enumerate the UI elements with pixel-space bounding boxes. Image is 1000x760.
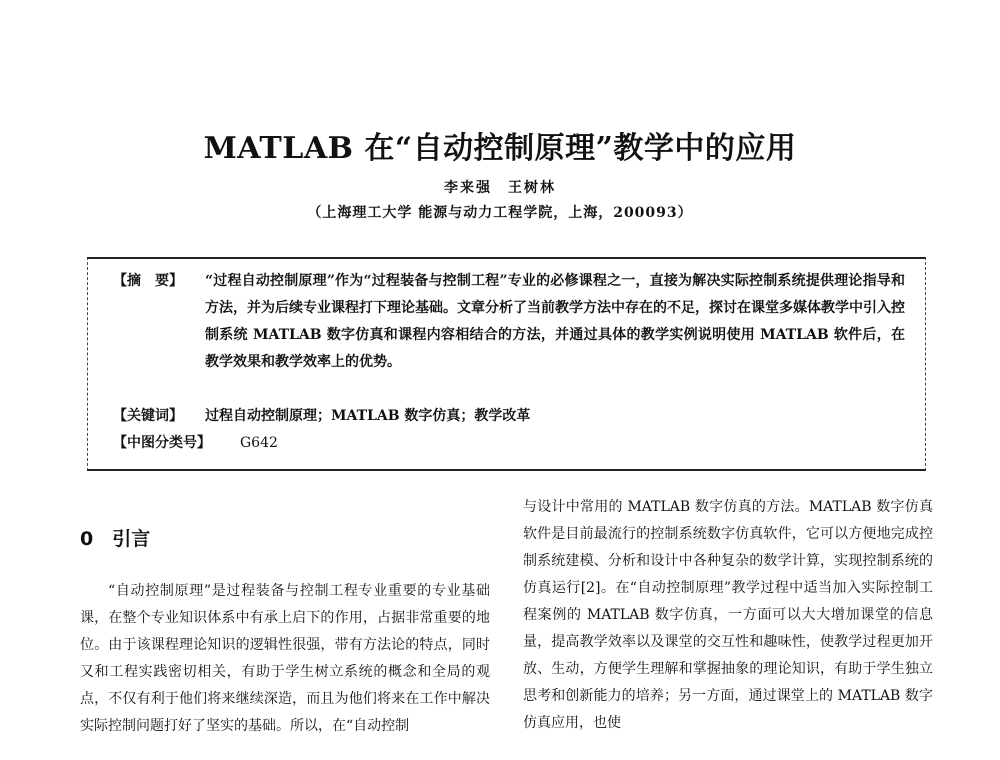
- body-column-right: [523, 494, 933, 737]
- body-paragraph-right: 与设计中常用的 MATLAB 数字仿真的方法。MATLAB 数字仿真软件是目前最流行的控制系统数字仿真软件，它可以方便地完成控制系统建模、分析和设计中各种复杂的数学计算，实现控制系统的仿真运行[2]。在“自动控制原理”教学过程中适当加入实际控制工程案例的 MATLAB 数字仿真，一方面可以大大增加课堂的信息量，提高教学效率以及课堂的交互性和趣味性，使教学过程更加开放、生动，方便学生理解和掌握抽象的理论知识，有助于学生独立思考和创新能力的培养；另一方面，通过课堂上的 MATLAB 数字仿真应用，也使: [523, 499, 933, 731]
- keywords-text: 过程自动控制原理；MATLAB 数字仿真；教学改革: [205, 408, 531, 424]
- section-heading: 0 引言: [80, 528, 151, 550]
- abstract-label: 【摘 要】: [113, 273, 183, 289]
- paper-title: MATLAB 在“自动控制原理”教学中的应用: [203, 131, 797, 166]
- paper-affiliation: （上海理工大学 能源与动力工程学院，上海，200093）: [307, 205, 693, 221]
- clc-label: 【中图分类号】: [113, 435, 211, 451]
- body-paragraph-left: “自动控制原理”是过程装备与控制工程专业重要的专业基础课，在整个专业知识体系中有承上启下的作用，占据非常重要的地位。由于该课程理论知识的逻辑性很强，带有方法论的特点，同时又和工程实践密切相关，有助于学生树立系统的概念和全局的观点，不仅有利于他们将来继续深造，而且为他们将来在工作中解决实际控制问题打好了坚实的基础。所以，在“自动控制: [80, 583, 490, 734]
- abstract-text: “过程自动控制原理”作为“过程装备与控制工程”专业的必修课程之一，直接为解决实际控制系统提供理论指导和方法，并为后续专业课程打下理论基础。文章分析了当前教学方法中存在的不足，探讨在课堂多媒体教学中引入控制系统 MATLAB 数字仿真和课程内容相结合的方法，并通过具体的教学实例说明使用 MATLAB 软件后，在教学效果和教学效率上的优势。: [205, 273, 905, 370]
- keywords-label: 【关键词】: [113, 408, 183, 424]
- body-column-left: [80, 578, 490, 740]
- clc-text: G642: [240, 435, 278, 451]
- paper-authors: 李来强 王树林: [444, 180, 556, 196]
